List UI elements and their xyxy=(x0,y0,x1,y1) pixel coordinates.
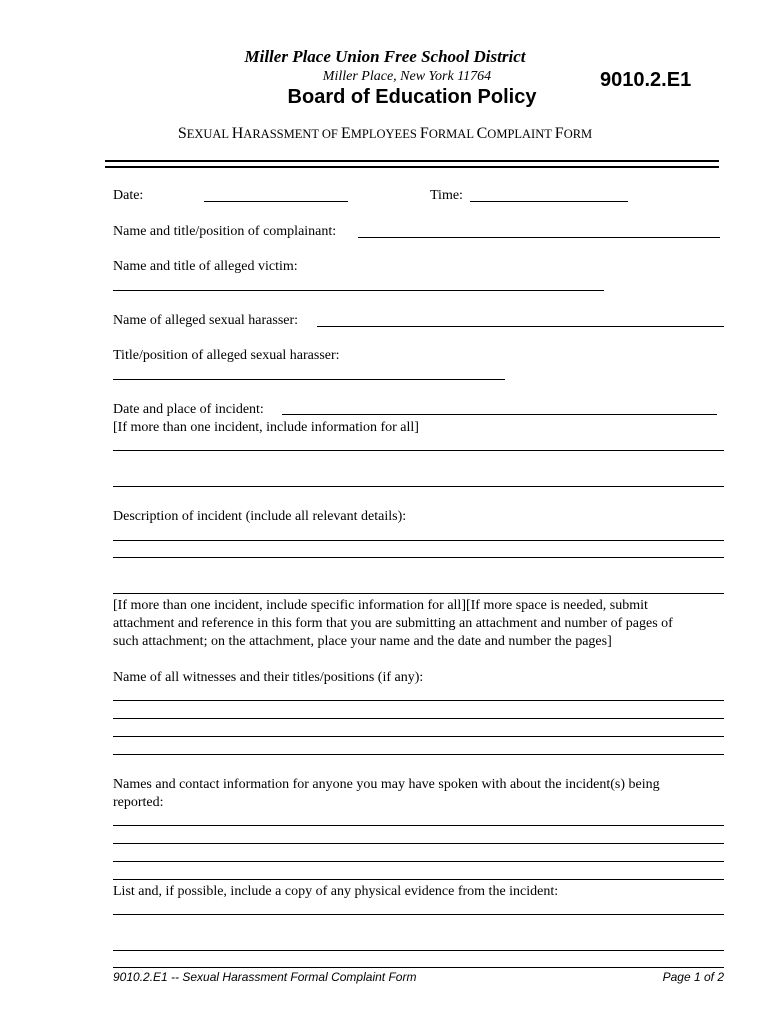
witnesses-label: Name of all witnesses and their titles/positions (if any): xyxy=(113,670,424,685)
form-title xyxy=(0,125,770,143)
witnesses-line[interactable] xyxy=(113,736,724,737)
incident-date-place-field[interactable] xyxy=(282,414,717,415)
contacts-line[interactable] xyxy=(113,861,724,862)
witnesses-line[interactable] xyxy=(113,718,724,719)
evidence-line[interactable] xyxy=(113,950,724,951)
contacts-line[interactable] xyxy=(113,879,724,880)
form-title-word: SEXUAL xyxy=(177,125,232,142)
witnesses-line[interactable] xyxy=(113,700,724,701)
policy-number: 9010.2.E1 xyxy=(600,69,692,91)
district-name: Miller Place Union Free School District xyxy=(244,47,526,66)
description-note: such attachment; on the attachment, place your name and the date and number the pages] xyxy=(113,634,612,649)
incident-note: [If more than one incident, include information for all] xyxy=(113,420,419,435)
description-note: attachment and reference in this form that you are submitting an attachment and number of pages of xyxy=(113,616,673,631)
witnesses-line[interactable] xyxy=(113,754,724,755)
victim-field[interactable] xyxy=(113,290,604,291)
harasser-name-label: Name of alleged sexual harasser: xyxy=(113,313,299,328)
form-title-word: FORM xyxy=(554,125,593,142)
header-divider xyxy=(105,160,719,168)
incident-line[interactable] xyxy=(113,450,724,451)
complainant-field[interactable] xyxy=(358,237,720,238)
contacts-line[interactable] xyxy=(113,843,724,844)
board-policy-title: Board of Education Policy xyxy=(287,86,537,108)
form-title-word: COMPLAINT xyxy=(476,125,555,142)
complainant-label: Name and title/position of complainant: xyxy=(113,224,337,239)
description-line[interactable] xyxy=(113,540,724,541)
district-address: Miller Place, New York 11764 xyxy=(322,69,492,84)
incident-line[interactable] xyxy=(113,486,724,487)
footer-divider xyxy=(113,967,724,968)
description-line[interactable] xyxy=(113,557,724,558)
description-label: Description of incident (include all relevant details): xyxy=(113,509,407,524)
evidence-label: List and, if possible, include a copy of any physical evidence from the incident: xyxy=(113,884,559,899)
time-field[interactable] xyxy=(470,201,628,202)
harasser-title-field[interactable] xyxy=(113,379,505,380)
form-title-word: FORMAL xyxy=(419,125,477,142)
footer-title: 9010.2.E1 -- Sexual Harassment Formal Complaint Form xyxy=(113,970,417,984)
date-field[interactable] xyxy=(204,201,348,202)
harasser-name-field[interactable] xyxy=(317,326,724,327)
evidence-line[interactable] xyxy=(113,914,724,915)
harasser-title-label: Title/position of alleged sexual harasser: xyxy=(113,348,340,363)
time-label: Time: xyxy=(430,188,463,203)
incident-date-place-label: Date and place of incident: xyxy=(113,402,264,417)
contacts-line[interactable] xyxy=(113,825,724,826)
date-label: Date: xyxy=(113,188,144,203)
form-title-word: EMPLOYEES xyxy=(341,125,420,142)
form-title-word: HARASSMENT OF xyxy=(231,125,342,142)
footer-page-number: Page 1 of 2 xyxy=(662,970,724,984)
description-line[interactable] xyxy=(113,593,724,594)
contacts-label: Names and contact information for anyone you may have spoken with about the incident(s) being xyxy=(113,777,660,792)
description-note: [If more than one incident, include specific information for all][If more space is needed, submit xyxy=(113,598,648,613)
victim-label: Name and title of alleged victim: xyxy=(113,259,298,274)
contacts-label: reported: xyxy=(113,795,164,810)
